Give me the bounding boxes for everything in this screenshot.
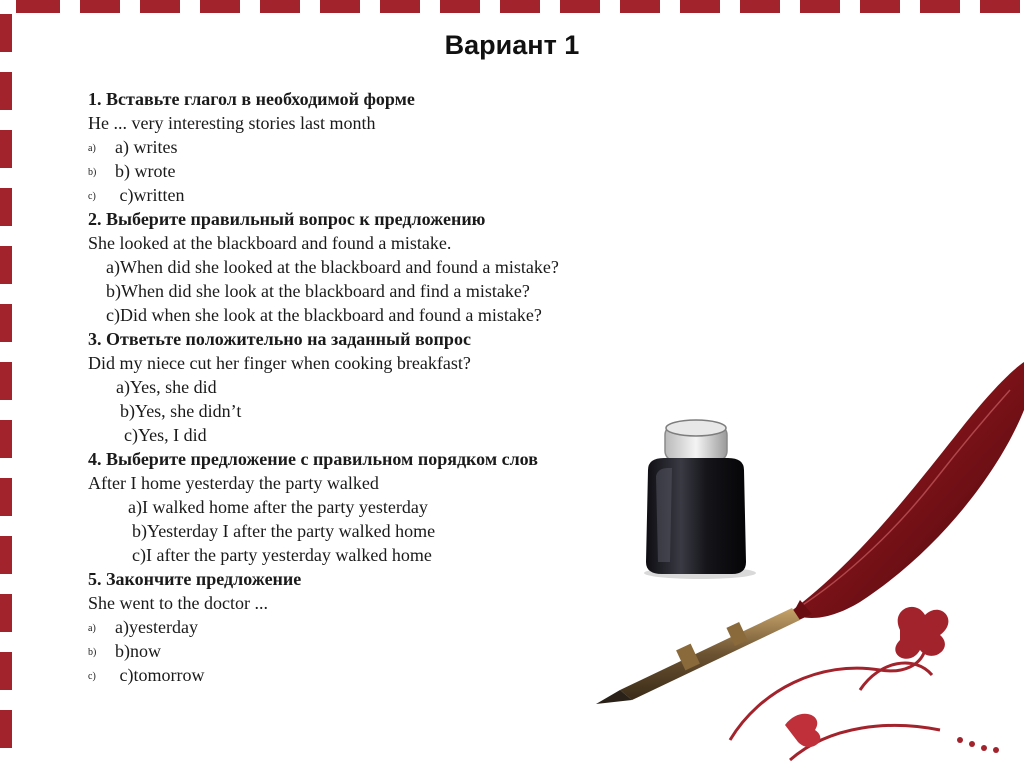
question-5-option-a	[88, 615, 708, 639]
frame-top-border	[0, 0, 1024, 13]
option-text: c)written	[115, 185, 185, 205]
question-1-option-b	[88, 159, 708, 183]
question-5-heading: 5. Закончите предложение	[88, 569, 302, 589]
question-1-option-a	[88, 135, 708, 159]
question-4-option-c: c)I after the party yesterday walked home	[132, 545, 432, 565]
list-marker: b)	[88, 646, 97, 658]
list-marker: a)	[88, 622, 96, 634]
question-1-heading: 1. Вставьте глагол в необходимой форме	[88, 89, 415, 109]
question-5-option-c	[88, 663, 708, 687]
question-4-prompt: After I home yesterday the party walked	[88, 473, 379, 493]
question-1-option-c	[88, 183, 708, 207]
option-text: b)now	[115, 641, 161, 661]
question-3-option-c: c)Yes, I did	[124, 425, 207, 445]
question-5-prompt: She went to the doctor ...	[88, 593, 268, 613]
test-content	[88, 87, 708, 687]
frame-left-border	[0, 0, 12, 767]
question-4-option-b: b)Yesterday I after the party walked home	[132, 521, 436, 541]
list-marker: c)	[88, 190, 96, 202]
question-4-option-a: a)I walked home after the party yesterday	[128, 497, 428, 517]
question-3-option-b: b)Yes, she didn’t	[120, 401, 242, 421]
question-4-heading: 4. Выберите предложение с правильном порядком слов	[88, 449, 538, 469]
question-3-option-a: a)Yes, she did	[116, 377, 217, 397]
question-2-option-b: b)When did she look at the blackboard and find a mistake?	[106, 281, 530, 301]
question-5-option-b	[88, 639, 708, 663]
question-3-heading: 3. Ответьте положительно на заданный вопрос	[88, 329, 471, 349]
list-marker: a)	[88, 142, 96, 154]
question-1-prompt: He ... very interesting stories last month	[88, 113, 376, 133]
option-text: a)yesterday	[115, 617, 198, 637]
list-marker: c)	[88, 670, 96, 682]
option-text: c)tomorrow	[115, 665, 205, 685]
question-2-heading: 2. Выберите правильный вопрос к предложению	[88, 209, 486, 229]
question-3-prompt: Did my niece cut her finger when cooking breakfast?	[88, 353, 471, 373]
option-text: a) writes	[115, 137, 178, 157]
question-2-option-a: a)When did she looked at the blackboard and found a mistake?	[106, 257, 559, 277]
page-title: Вариант 1	[444, 30, 580, 60]
option-text: b) wrote	[115, 161, 176, 181]
question-2-prompt: She looked at the blackboard and found a mistake.	[88, 233, 452, 253]
list-marker: b)	[88, 166, 97, 178]
floral-swirl-ornament	[730, 607, 999, 760]
question-2-option-c: c)Did when she look at the blackboard and found a mistake?	[106, 305, 542, 325]
